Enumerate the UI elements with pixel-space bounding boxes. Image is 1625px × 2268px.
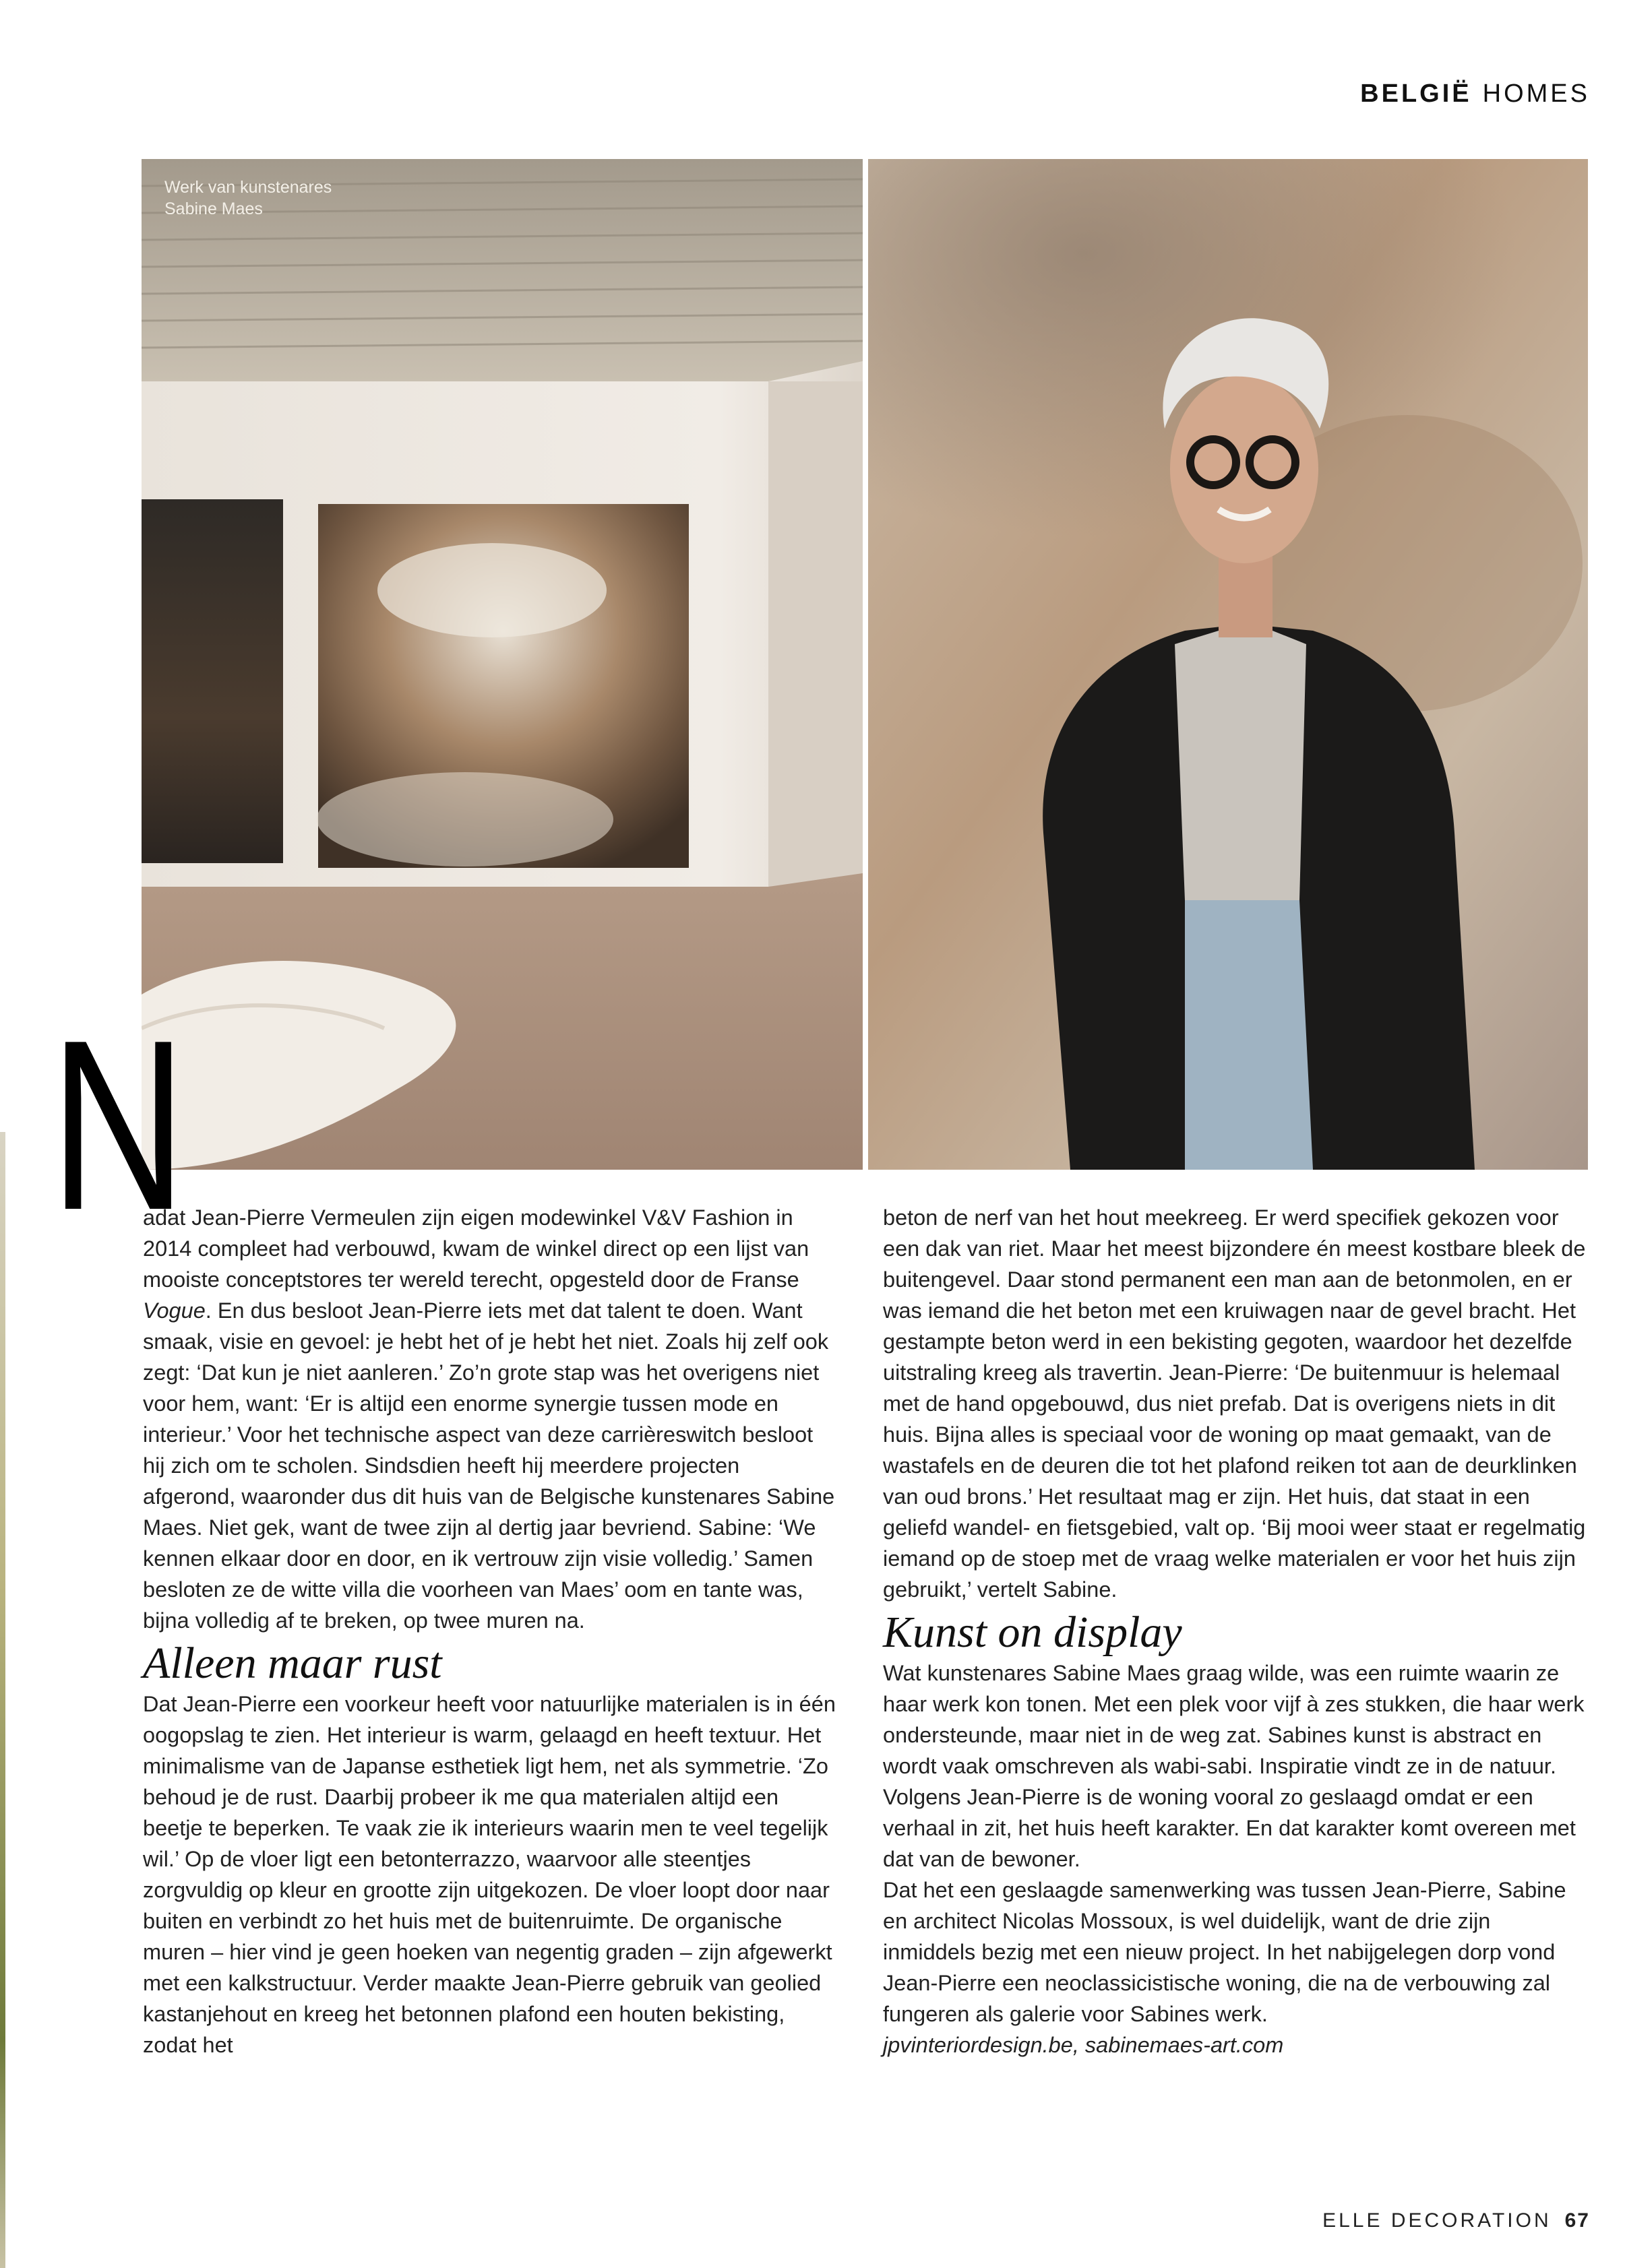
article-left-column	[143, 1202, 836, 2060]
photo-caption	[164, 177, 448, 220]
caption-line-1: Werk van kunstenares	[164, 178, 332, 197]
vogue-title: Vogue	[143, 1298, 206, 1323]
article-right-column	[883, 1202, 1588, 2060]
right-paragraph-1: beton de nerf van het hout meekreeg. Er werd specifiek gekozen voor een dak van riet. Maar het meest bijzondere én meest kostbare bleek de buitengevel. Daar stond permanent een man aan de betonmolen, en er was iemand die het beton met een kruiwagen naar de gevel bracht. Het gestampte beton werd in een bekisting gegoten, waardoor het dezelfde uitstraling kreeg als travertin. Jean-Pierre: ‘De buitenmuur is helemaal met de hand opgebouwd, dus niet prefab. Dat is overigens niets in dit huis. Bijna alles is speciaal voor de woning op maat gemaakt, van de wastafels en de deuren die tot het plafond reiken tot aan de deurklinken van oud brons.’ Het resultaat mag er zijn. Het huis, dat staat in een geliefd wandel- en fietsgebied, valt op. ‘Bij mooi weer staat er regelmatig iemand op de stoep met de vraag welke materialen er voor het huis zijn gebruikt,’ vertelt Sabine.	[883, 1205, 1586, 1602]
left-paragraph-1-text-b: . En dus besloot Jean-Pierre iets met dat talent te doen. Want smaak, visie en gevoel: je hebt het of je hebt het niet. Zoals hij zelf ook zegt: ‘Dat kun je niet aanleren.’ Zo’n grote stap was het overigens niet voor hem, want: ‘Er is altijd een enorme synergie tussen mode en interieur.’ Voor het technische aspect van deze carrièreswitch besloot hij zich om te scholen. Sindsdien heeft hij meerdere projecten afgerond, waaronder dus dit huis van de Belgische kunstenares Sabine Maes. Niet gek, want de twee zijn al dertig jaar bevriend. Sabine: ‘We kennen elkaar door en door, en ik vertrouw zijn visie volledig.’ Samen besloten ze de witte villa die voorheen van Maes’ oom en tante was, bijna volledig af te breken, op twee muren na.	[143, 1298, 835, 1633]
header-section: HOMES	[1482, 80, 1590, 108]
website-links: jpvinteriordesign.be, sabinemaes-art.com	[883, 2033, 1284, 2057]
section-header	[1360, 80, 1590, 108]
right-paragraph-2: Wat kunstenares Sabine Maes graag wilde, was een ruimte waarin ze haar werk kon tonen. Met een plek voor vijf à zes stukken, die haar werk ondersteunde, maar niet in de weg zat. Sabines kunst is abstract en wordt vaak omschreven als wabi-sabi. Inspiratie vindt ze in de natuur. Volgens Jean-Pierre is de woning vooral zo geslaagd omdat er een verhaal in zit, het huis heeft karakter. En dat karakter komt overeen met dat van de bewoner.	[883, 1661, 1585, 1871]
caption-line-2: Sabine Maes	[164, 199, 263, 218]
magazine-name: ELLE DECORATION	[1322, 2209, 1552, 2232]
subheading-alleen-maar-rust: Alleen maar rust	[143, 1639, 442, 1688]
portrait-photo	[868, 159, 1588, 1170]
page-number: 67	[1564, 2209, 1590, 2232]
page-edge-strip	[0, 1132, 5, 2268]
page-footer	[1322, 2209, 1590, 2232]
left-paragraph-1	[143, 1202, 836, 1636]
interior-photo	[142, 159, 863, 1170]
left-paragraph-1-text-a: adat Jean-Pierre Vermeulen zijn eigen modewinkel V&V Fashion in 2014 compleet had verbouwd, kwam de winkel direct op een lijst van mooiste conceptstores ter wereld terecht, opgesteld door de Franse	[143, 1205, 809, 1292]
subheading-kunst-on-display: Kunst on display	[883, 1608, 1182, 1657]
right-paragraph-3: Dat het een geslaagde samenwerking was tussen Jean-Pierre, Sabine en architect Nicolas Mossoux, is wel duidelijk, want de drie zijn inmiddels bezig met een nieuw project. In het nabijgelegen dorp vond Jean-Pierre een neoclassicistische woning, die na de verbouwing zal fungeren als galerie voor Sabines werk.	[883, 1878, 1566, 2026]
header-country: BELGIË	[1360, 80, 1472, 108]
drop-cap: N	[50, 990, 177, 1261]
left-paragraph-2: Dat Jean-Pierre een voorkeur heeft voor natuurlijke materialen is in één oogopslag te zien. Het interieur is warm, gelaagd en heeft textuur. Het minimalisme van de Japanse esthetiek ligt hem, net als symmetrie. ‘Zo behoud je de rust. Daarbij probeer ik me qua materialen altijd een beetje te beperken. Te vaak zie ik interieurs waarin men te veel tegelijk wil.’ Op de vloer ligt een betonterrazzo, waarvoor alle steentjes zorgvuldig op kleur en grootte zijn uitgekozen. De vloer loopt door naar buiten en verbindt zo het huis met de buitenruimte. De organische muren – hier vind je geen hoeken van negentig graden – zijn afgewerkt met een kalkstructuur. Verder maakte Jean-Pierre gebruik van geolied kastanjehout en kreeg het betonnen plafond een houten bekisting, zodat het	[143, 1692, 836, 2057]
